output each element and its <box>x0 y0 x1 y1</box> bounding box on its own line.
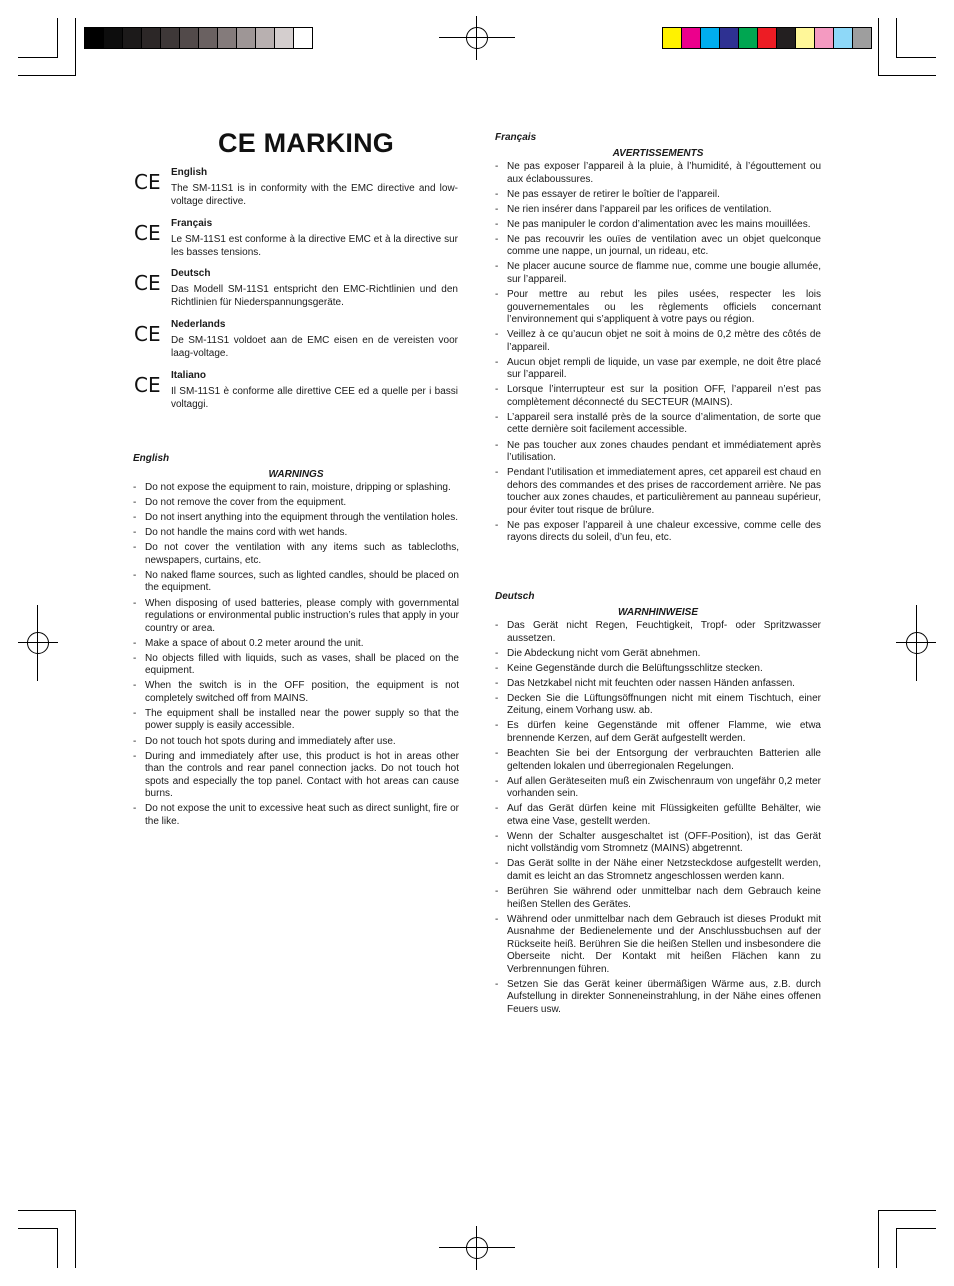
warning-item: - Ne pas exposer l’appareil à une chaleur excessive, comme celle des rayons directs du soleil, d’un feu, etc. <box>495 520 821 545</box>
crop-mark <box>57 18 58 58</box>
crop-mark <box>878 1210 936 1211</box>
color-swatch <box>161 28 180 48</box>
warning-item: - The equipment shall be installed near the power supply so that the power supply is easily accessible. <box>133 708 459 733</box>
warning-item: - Während oder unmittelbar nach dem Gebrauch ist dieses Produkt mit Ausnahme der Bedienelemente und der Anschlussbuchsen auf der Rückseite heiß. Berühren Sie die heißen Stellen und insbesondere die Oberseite nicht. Der Kontakt mit heißen Flächen kann zu Verbrennungen führen. <box>495 914 821 977</box>
warning-item: - Ne pas recouvrir les ouïes de ventilation avec un objet quelconque comme une nappe, un journal, un rideau, etc. <box>495 234 821 259</box>
warning-item: - Aucun objet rempli de liquide, un vase par exemple, ne doit être placé sur l’appareil. <box>495 357 821 382</box>
warning-item: - Do not remove the cover from the equipment. <box>133 497 459 510</box>
color-swatch <box>123 28 142 48</box>
color-swatch <box>758 28 777 48</box>
color-swatch <box>85 28 104 48</box>
color-swatch <box>275 28 294 48</box>
warning-item: - Berühren Sie während oder unmittelbar nach dem Gebrauch keine heißen Stellen des Gerätes. <box>495 886 821 911</box>
svg-text:CE: CE <box>134 322 161 345</box>
color-swatch <box>294 28 312 48</box>
warning-item: - Keine Gegenstände durch die Belüftungsschlitze stecken. <box>495 663 821 676</box>
color-swatch <box>720 28 739 48</box>
color-swatch-bar <box>662 27 872 49</box>
ce-entry-language: Nederlands <box>171 319 226 330</box>
warnings-section-deutsch <box>495 591 821 1019</box>
grayscale-swatch-bar <box>84 27 313 49</box>
warning-item: - Auf allen Geräteseiten muß ein Zwischenraum von ungefähr 0,2 meter vorhanden sein. <box>495 776 821 801</box>
svg-text:CE: CE <box>134 170 161 193</box>
warning-item: - During and immediately after use, this product is hot in areas other than the controls and rear panel connection jacks. Do not touch hot spots and especially the top panel. Contact with hot areas can cause burns. <box>133 751 459 801</box>
crop-mark <box>878 18 879 76</box>
color-swatch <box>701 28 720 48</box>
color-swatch <box>199 28 218 48</box>
ce-mark-icon <box>133 372 163 396</box>
warning-item: - Do not insert anything into the equipment through the ventilation holes. <box>133 512 459 525</box>
color-swatch <box>682 28 701 48</box>
color-swatch <box>777 28 796 48</box>
warning-item: - Do not expose the unit to excessive heat such as direct sunlight, fire or the like. <box>133 803 459 828</box>
warning-item: - Decken Sie die Lüftungsöffnungen nicht mit einem Tischtuch, einer Zeitung, einem Vorhang usw. ab. <box>495 693 821 718</box>
crop-mark <box>896 1228 897 1268</box>
page-title: CE MARKING <box>218 128 394 158</box>
color-swatch <box>796 28 815 48</box>
crop-mark <box>75 18 76 76</box>
color-swatch <box>815 28 834 48</box>
ce-entry-text: Il SM-11S1 è conforme alle direttive CEE ed a quelle per i bassi voltaggi. <box>171 385 458 410</box>
svg-text:CE: CE <box>134 221 161 244</box>
ce-entry-francais <box>133 218 459 266</box>
ce-mark-icon <box>133 270 163 294</box>
color-swatch <box>237 28 256 48</box>
warning-item: - Do not handle the mains cord with wet hands. <box>133 527 459 540</box>
warning-item: - Beachten Sie bei der Entsorgung der verbrauchten Batterien alle geltenden lokalen und überregionalen Regelungen. <box>495 748 821 773</box>
warning-item: - Make a space of about 0.2 meter around the unit. <box>133 638 459 651</box>
color-swatch <box>256 28 275 48</box>
svg-text:CE: CE <box>134 271 161 294</box>
warning-item: - Das Netzkabel nicht mit feuchten oder nassen Händen anfassen. <box>495 678 821 691</box>
svg-text:CE: CE <box>134 373 161 396</box>
ce-entry-text: Das Modell SM-11S1 entspricht den EMC-Richtlinien und den Richtlinien für Niederspannungsgeräte. <box>171 283 458 308</box>
ce-entry-italiano <box>133 370 459 418</box>
warning-item: - L’appareil sera installé près de la source d’alimentation, de sorte que cette dernière soit facilement accessible. <box>495 412 821 437</box>
warning-item: - Lorsque l’interrupteur est sur la position OFF, l’appareil n’est pas complètement déconnecté du SECTEUR (MAINS). <box>495 384 821 409</box>
warning-item: - Do not expose the equipment to rain, moisture, dripping or splashing. <box>133 482 459 495</box>
ce-entry-english <box>133 167 459 215</box>
section-heading: AVERTISSEMENTS <box>612 147 704 159</box>
color-swatch <box>663 28 682 48</box>
crop-mark <box>878 75 936 76</box>
warning-item: - Pour mettre au rebut les piles usées, respecter les lois gouvernementales ou les règlements officiels concernant l’environnement qui s’appliquent à votre pays ou région. <box>495 289 821 327</box>
warning-item: - Ne rien insérer dans l’appareil par les orifices de ventilation. <box>495 204 821 217</box>
crop-mark <box>878 1210 879 1268</box>
color-swatch <box>853 28 871 48</box>
section-language: English <box>133 453 170 464</box>
color-swatch <box>739 28 758 48</box>
warning-item: - When the switch is in the OFF position, the equipment is not completely switched off from MAINS. <box>133 680 459 705</box>
crop-mark <box>57 1228 58 1268</box>
warning-item: - Wenn der Schalter ausgeschaltet ist (OFF-Position), ist das Gerät nicht vollständig vom Stromnetz (MAINS) abgetrennt. <box>495 831 821 856</box>
section-heading: WARNHINWEISE <box>618 606 698 618</box>
ce-mark-icon <box>133 169 163 193</box>
warning-item: - Veillez à ce qu’aucun objet ne soit à moins de 0,2 mètre des côtés de l’appareil. <box>495 329 821 354</box>
ce-mark-icon <box>133 321 163 345</box>
crop-mark <box>896 18 897 58</box>
warning-item: - Es dürfen keine Gegenstände mit offener Flamme, wie etwa brennende Kerzen, auf dem Gerät aufgestellt werden. <box>495 720 821 745</box>
crop-mark <box>18 75 76 76</box>
color-swatch <box>218 28 237 48</box>
ce-entry-language: Français <box>171 218 213 229</box>
crop-mark <box>18 1228 58 1229</box>
warning-item: - Ne pas toucher aux zones chaudes pendant et immédiatement après l’utilisation. <box>495 440 821 465</box>
warning-item: - Do not cover the ventilation with any items such as tablecloths, newspapers, curtains, etc. <box>133 542 459 567</box>
crop-mark <box>18 1210 76 1211</box>
ce-entry-text: The SM-11S1 is in conformity with the EMC directive and low-voltage directive. <box>171 182 458 207</box>
warnings-section-english <box>133 453 459 831</box>
color-swatch <box>180 28 199 48</box>
warning-item: - No naked flame sources, such as lighted candles, should be placed on the equipment. <box>133 570 459 595</box>
ce-entry-language: Italiano <box>171 370 207 381</box>
ce-entry-language: English <box>171 167 208 178</box>
crop-mark <box>75 1210 76 1268</box>
warning-item: - Pendant l’utilisation et immediatement apres, cet appareil est chaud en dehors des commandes et des prises de raccordement arrière. Ne pas toucher aux zones chaudes, et particulièrement au panneau supérieur, pour éviter tout risque de brûlure. <box>495 467 821 517</box>
warning-item: - Ne placer aucune source de flamme nue, comme une bougie allumée, sur l’appareil. <box>495 261 821 286</box>
warnings-list <box>495 161 821 545</box>
ce-entry-text: Le SM-11S1 est conforme à la directive EMC et à la directive sur les basses tensions. <box>171 233 458 258</box>
section-language: Français <box>495 132 537 143</box>
warnings-list <box>495 620 821 1016</box>
warnings-section-francais <box>495 132 821 547</box>
color-swatch <box>104 28 123 48</box>
warning-item: - Ne pas manipuler le cordon d’alimentation avec les mains mouillées. <box>495 219 821 232</box>
warning-item: - Die Abdeckung nicht vom Gerät abnehmen. <box>495 648 821 661</box>
section-heading: WARNINGS <box>268 468 324 480</box>
ce-entry-nederlands <box>133 319 459 367</box>
ce-mark-icon <box>133 220 163 244</box>
crop-mark <box>896 57 936 58</box>
warning-item: - Ne pas exposer l’appareil à la pluie, à l’humidité, à l’égouttement ou aux éclaboussures. <box>495 161 821 186</box>
section-language: Deutsch <box>495 591 535 602</box>
crop-mark <box>18 57 58 58</box>
warning-item: - Do not touch hot spots during and immediately after use. <box>133 736 459 749</box>
crop-mark <box>896 1228 936 1229</box>
warning-item: - Ne pas essayer de retirer le boîtier de l’appareil. <box>495 189 821 202</box>
warnings-list <box>133 482 459 828</box>
warning-item: - No objects filled with liquids, such as vases, shall be placed on the equipment. <box>133 653 459 678</box>
ce-entry-text: De SM-11S1 voldoet aan de EMC eisen en de vereisten voor laag-voltage. <box>171 334 458 359</box>
warning-item: - Das Gerät sollte in der Nähe einer Netzsteckdose aufgestellt werden, damit es leicht an das Stromnetz angeschlossen werden kann. <box>495 858 821 883</box>
warning-item: - Auf das Gerät dürfen keine mit Flüssigkeiten gefüllte Behälter, wie etwa eine Vase, gestellt werden. <box>495 803 821 828</box>
ce-entry-deutsch <box>133 268 459 316</box>
color-swatch <box>142 28 161 48</box>
ce-entry-language: Deutsch <box>171 268 211 279</box>
color-swatch <box>834 28 853 48</box>
warning-item: - When disposing of used batteries, please comply with governmental regulations or environmental public instruction’s rules that apply in your country or area. <box>133 598 459 636</box>
warning-item: - Das Gerät nicht Regen, Feuchtigkeit, Tropf- oder Spritzwasser aussetzen. <box>495 620 821 645</box>
warning-item: - Setzen Sie das Gerät keiner übermäßigen Wärme aus, z.B. durch Aufstellung in direkter Sonneneinstrahlung, in der Nähe eines offenen Feuers usw. <box>495 979 821 1017</box>
